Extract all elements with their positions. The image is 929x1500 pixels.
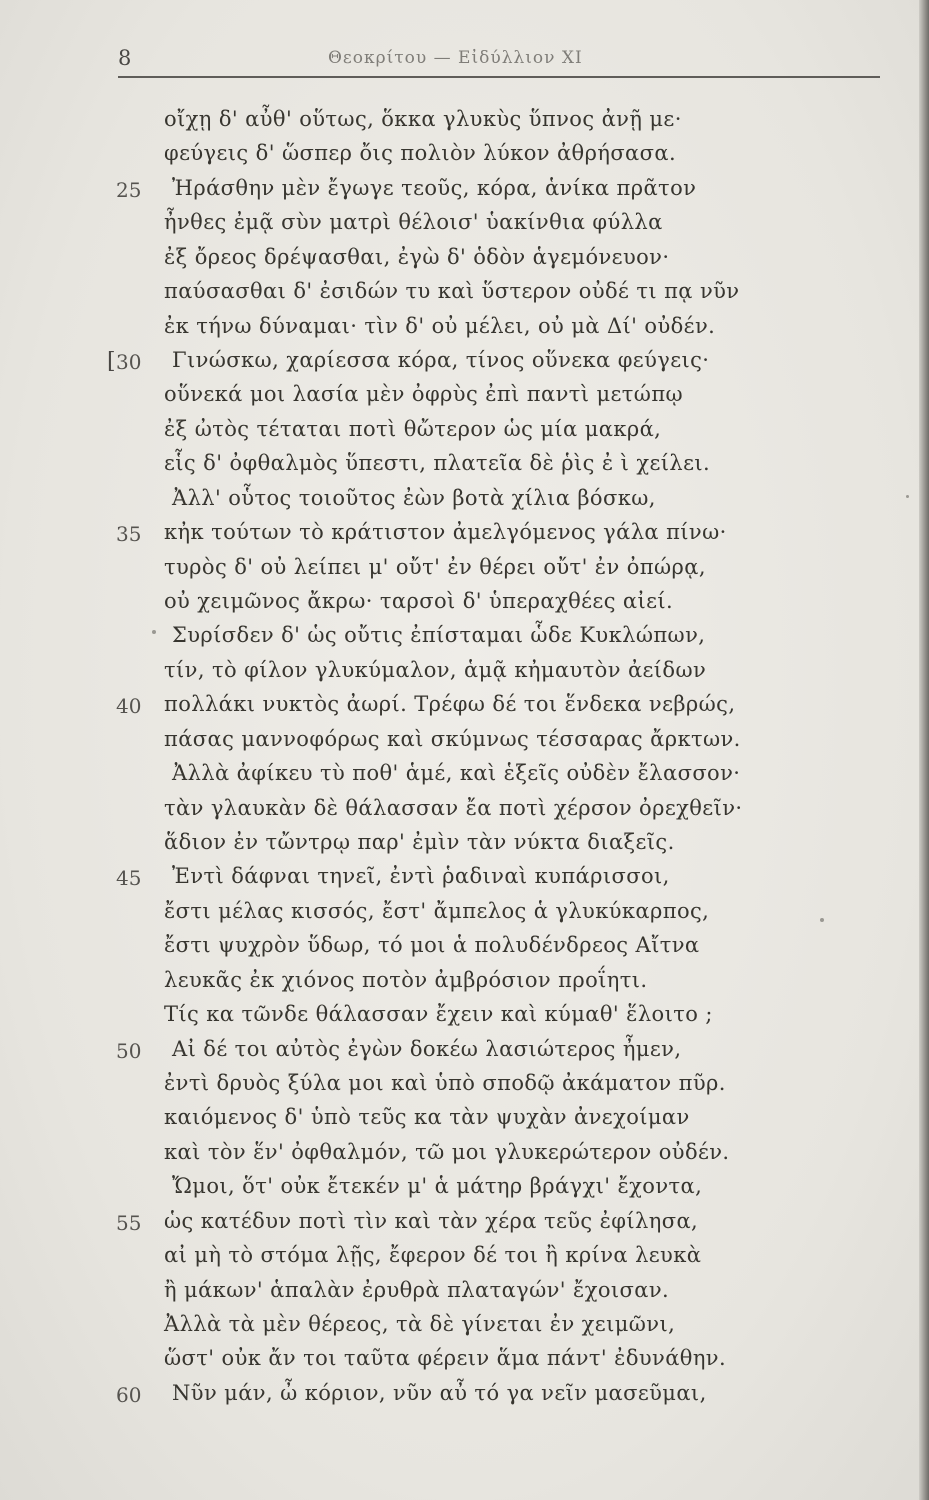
- verse-text: ἦνθες ἐμᾷ σὺν ματρὶ θέλοισ' ὑακίνθια φύλλα: [164, 210, 663, 234]
- verse-text: ἔστι μέλας κισσός, ἔστ' ἄμπελος ἁ γλυκύκαρπος,: [164, 899, 710, 923]
- poem-line: [116, 143, 886, 173]
- verse-text: Ἀλλ' οὗτος τοιοῦτος ἐὼν βοτὰ χίλια βόσκω,: [172, 486, 656, 510]
- verse-text: πολλάκι νυκτὸς ἀωρί. Τρέφω δέ τοι ἕνδεκα νεβρώς,: [164, 692, 736, 716]
- page-header: [118, 42, 880, 76]
- header-rule: [118, 76, 880, 78]
- poem-line: [116, 281, 886, 311]
- page-edge-shadow: [919, 0, 929, 1500]
- verse-text: ἔστι ψυχρὸν ὕδωρ, τό μοι ἁ πολυδένδρεος Αἴτνα: [164, 933, 700, 957]
- verse-text: Αἰ δέ τοι αὐτὸς ἐγὼν δοκέω λασιώτερος ἦμεν,: [172, 1037, 682, 1061]
- line-number: 60: [116, 1383, 142, 1407]
- poem-line: [116, 419, 886, 449]
- poem-line: [116, 625, 886, 655]
- poem-line: [116, 1245, 886, 1275]
- poem-line: [116, 660, 886, 690]
- verse-text: ἅδιον ἐν τὤντρῳ παρ' ἐμὶν τὰν νύκτα διαξεῖς.: [164, 830, 675, 854]
- line-number: 45: [116, 866, 142, 890]
- poem-line: [116, 1176, 886, 1206]
- verse-text: Ὤμοι, ὅτ' οὐκ ἔτεκέν μ' ἁ μάτηρ βράγχι' ἔχοντα,: [172, 1174, 703, 1198]
- verse-text: αἰ μὴ τὸ στόμα λῇς, ἔφερον δέ τοι ἢ κρίνα λευκὰ: [164, 1243, 702, 1267]
- line-number: 30: [116, 350, 142, 374]
- verse-text: παύσασθαι δ' ἐσιδών τυ καὶ ὕστερον οὐδέ τι πᾳ νῦν: [164, 279, 740, 303]
- verse-text: Ἐντὶ δάφναι τηνεῖ, ἐντὶ ῥαδιναὶ κυπάρισσοι,: [172, 864, 670, 888]
- poem-line: [116, 935, 886, 965]
- verse-text: ἐξ ὄρεος δρέψασθαι, ἐγὼ δ' ὁδὸν ἁγεμόνευον·: [164, 245, 670, 269]
- line-number: 55: [116, 1211, 142, 1235]
- poem-line: [116, 1383, 886, 1413]
- poem-line: [116, 1348, 886, 1378]
- poem-line: [116, 729, 886, 759]
- poem-line: [116, 1314, 886, 1344]
- poem-line: [116, 1039, 886, 1069]
- poem-line: [116, 901, 886, 931]
- verse-text: καὶ τὸν ἕν' ὀφθαλμόν, τῶ μοι γλυκερώτερον οὐδέν.: [164, 1140, 730, 1164]
- running-head: Θεοκρίτου — Εἰδύλλιον XI: [328, 48, 583, 68]
- page-number: 8: [118, 46, 132, 70]
- verse-text: κἠκ τούτων τὸ κράτιστον ἀμελγόμενος γάλα πίνω·: [164, 520, 727, 544]
- print-speck: [906, 495, 909, 498]
- verse-text: Ἀλλὰ ἀφίκευ τὺ ποθ' ἁμέ, καὶ ἑξεῖς οὐδὲν ἔλασσον·: [172, 761, 741, 785]
- verse-text: οὕνεκά μοι λασία μὲν ὀφρὺς ἐπὶ παντὶ μετώπῳ: [164, 382, 684, 406]
- verse-text: ὥστ' οὐκ ἄν τοι ταῦτα φέρειν ἅμα πάντ' ἐδυνάθην.: [164, 1346, 727, 1370]
- verse-text: ὡς κατέδυν ποτὶ τὶν καὶ τὰν χέρα τεῦς ἐφίλησα,: [164, 1209, 699, 1233]
- poem-line: [116, 488, 886, 518]
- verse-text: Ἠράσθην μὲν ἔγωγε τεοῦς, κόρα, ἁνίκα πρᾶτον: [172, 176, 697, 200]
- verse-text: ἐντὶ δρυὸς ξύλα μοι καὶ ὑπὸ σποδῷ ἀκάματον πῦρ.: [164, 1071, 726, 1095]
- poem-line: [116, 1107, 886, 1137]
- poem-line: [116, 109, 886, 139]
- poem-line: [116, 384, 886, 414]
- verse-text: Γινώσκω, χαρίεσσα κόρα, τίνος οὕνεκα φεύγεις·: [172, 348, 710, 372]
- poem-line: [116, 1211, 886, 1241]
- poem-line: [116, 1004, 886, 1034]
- line-number: 40: [116, 694, 142, 718]
- verse-text: καιόμενος δ' ὑπὸ τεῦς κα τὰν ψυχὰν ἀνεχοίμαν: [164, 1105, 690, 1129]
- verse-text: οἴχῃ δ' αὖθ' οὕτως, ὅκκα γλυκὺς ὕπνος ἀνῇ με·: [164, 107, 682, 131]
- poem-line: [107, 348, 886, 380]
- verse-text: φεύγεις δ' ὥσπερ ὄις πολιὸν λύκον ἀθρήσασα.: [164, 141, 677, 165]
- line-number: 35: [116, 522, 142, 546]
- poem-line: [116, 694, 886, 724]
- line-bracket-mark: [: [107, 349, 116, 374]
- line-number: 25: [116, 178, 142, 202]
- poem-line: [116, 178, 886, 208]
- verse-text: Ἀλλὰ τὰ μὲν θέρεος, τὰ δὲ γίνεται ἐν χειμῶνι,: [164, 1312, 676, 1336]
- poem-line: [116, 1142, 886, 1172]
- poem-line: [116, 970, 886, 1000]
- poem-line: [116, 557, 886, 587]
- verse-text: τυρὸς δ' οὐ λείπει μ' οὔτ' ἐν θέρει οὔτ' ἐν ὀπώρᾳ,: [164, 555, 706, 579]
- poem-line: [116, 763, 886, 793]
- poem-line: [116, 522, 886, 552]
- poem-line: [116, 866, 886, 896]
- verse-text: τίν, τὸ φίλον γλυκύμαλον, ἁμᾷ κἠμαυτὸν ἀείδων: [164, 658, 707, 682]
- poem-line: [116, 591, 886, 621]
- poem-line: [116, 316, 886, 346]
- verse-text: ἐκ τήνω δύναμαι· τὶν δ' οὐ μέλει, οὐ μὰ Δί' οὐδέν.: [164, 314, 716, 338]
- poem-line: [116, 1073, 886, 1103]
- poem-line: [116, 453, 886, 483]
- verse-text: Τίς κα τῶνδε θάλασσαν ἔχειν καὶ κύμαθ' ἕλοιτο ;: [164, 1002, 713, 1026]
- poem-line: [116, 832, 886, 862]
- verse-text: Νῦν μάν, ὦ κόριον, νῦν αὖ τό γα νεῖν μασεῦμαι,: [172, 1381, 707, 1405]
- verse-text: ἢ μάκων' ἁπαλὰν ἐρυθρὰ πλαταγών' ἔχοισαν.: [164, 1278, 670, 1302]
- verse-text: τὰν γλαυκὰν δὲ θάλασσαν ἔα ποτὶ χέρσον ὀρεχθεῖν·: [164, 796, 743, 820]
- verse-text: πάσας μαννοφόρως καὶ σκύμνως τέσσαρας ἄρκτων.: [164, 727, 741, 751]
- verse-text: Συρίσδεν δ' ὡς οὔτις ἐπίσταμαι ὧδε Κυκλώπων,: [172, 623, 706, 647]
- line-number: 50: [116, 1039, 142, 1063]
- poem-line: [116, 1280, 886, 1310]
- print-speck: [820, 918, 824, 922]
- poem-line: [116, 247, 886, 277]
- poem-line: [116, 798, 886, 828]
- poem-line: [116, 212, 886, 242]
- verse-text: λευκᾶς ἐκ χιόνος ποτὸν ἀμβρόσιον προΐητι.: [164, 968, 648, 992]
- print-speck: [152, 630, 156, 634]
- verse-text: οὐ χειμῶνος ἄκρω· ταρσοὶ δ' ὑπεραχθέες αἰεί.: [164, 589, 674, 613]
- verse-text: εἷς δ' ὀφθαλμὸς ὕπεστι, πλατεῖα δὲ ῥὶς ἐ ὶ χείλει.: [164, 451, 711, 475]
- verse-text: ἐξ ὠτὸς τέταται ποτὶ θὤτερον ὡς μία μακρά,: [164, 417, 662, 441]
